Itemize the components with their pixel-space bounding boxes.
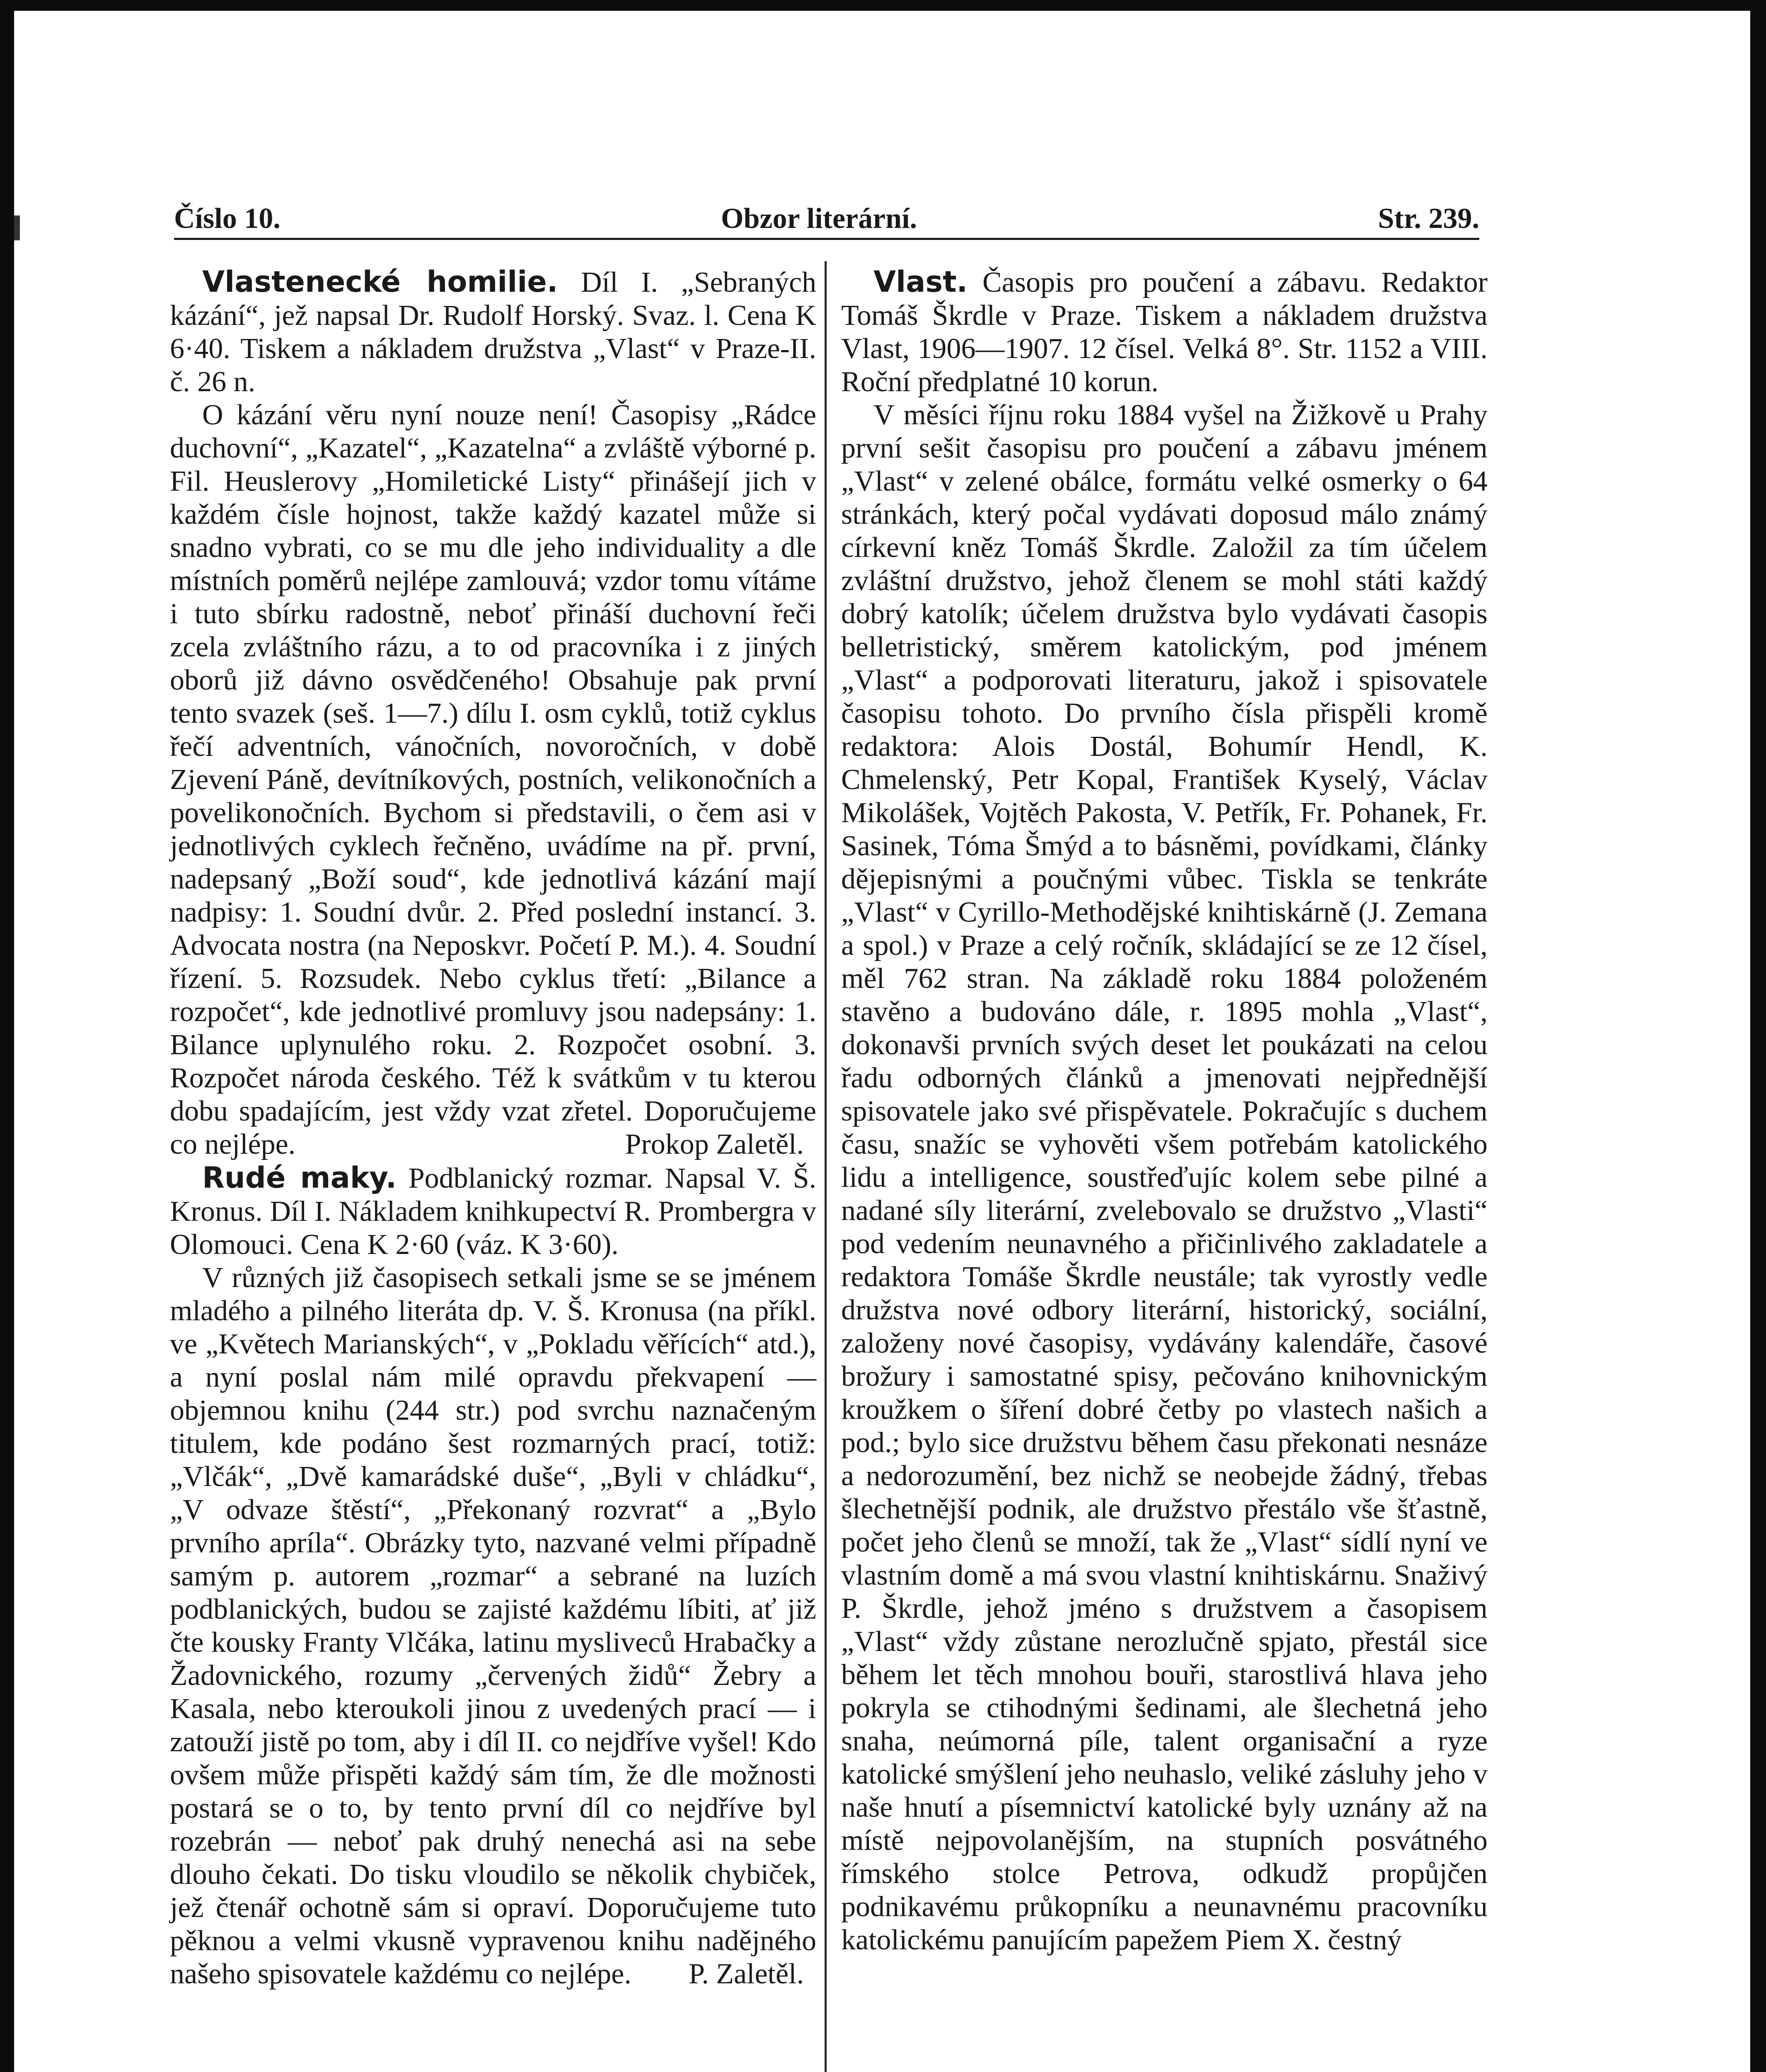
review-vlastenecke-homilie-heading (170, 265, 816, 399)
review-body (170, 1261, 816, 1991)
left-column (170, 265, 816, 1991)
column-divider (825, 261, 827, 2072)
review-bibliography: Časopis pro poučení a zábavu. Redaktor Tomáš Škrdle v Praze. Tiskem a nákladem družstva Vlast, 1906—1907. 12 čísel. Velká 8°. Str. 1152 a VIII. Roční předplatné 10 korun. (841, 266, 1488, 398)
review-bibliography: Díl I. „Sebraných kázání“, jež napsal Dr. Rudolf Horský. Svaz. l. Cena K 6·40. Tiskem a nákladem družstva „Vlast“ v Praze-II. č. 26 n. (170, 266, 817, 398)
review-body-text: V měsíci říjnu roku 1884 vyšel na Žižkově u Prahy první sešit časopisu pro poučení a zábavu jménem „Vlast“ v zelené obálce, formátu velké osmerky o 64 stránkách, který počal vydávati doposud málo známý církevní kněz Tomáš Škrdle. Založil za tím účelem zvláštní družstvo, jehož členem se mohl státi každý dobrý katolík; účelem družstva bylo vydávati časopis belletristický, směrem katolickým, pod jménem „Vlast“ a podporovati literaturu, jakož i spisovatele časopisu tohoto. Do prvního čísla přispěli kromě redaktora: Alois Dostál, Bohumír Hendl, K. Chmelenský, Petr Kopal, František Kyselý, Václav Mikolášek, Vojtěch Pakosta, V. Petřík, Fr. Pohanek, Fr. Sasinek, Tóma Šmýd a to básněmi, povídkami, články dějepisnými a poučnými vůbec. Tiskla se tenkráte „Vlast“ v Cyrillo-Methodějské knihtiskárně (J. Zemana a spol.) v Praze a celý ročník, skládající se ze 12 čísel, měl 762 stran. Na základě roku 1884 položeném stavěno a budováno dále, r. 1895 mohla „Vlast“, dokonavši prvních svých deset let poukázati na celou řadu odborných článků a jmenovati nejpřednější spisovatele jako své přispěvatele. Pokračujíc s duchem času, snažíc se vyhověti všem potřebám katolického lidu a intelligence, soustřeďujíc kolem sebe pilné a nadané síly literární, zvelebovalo se družstvo „Vlasti“ pod vedením neunavného a přičinlivého zakladatele a redaktora Tomáše Škrdle neustále; tak vyrostly vedle družstva nové odbory literární, historický, sociální, založeny nové časopisy, vydávány kalendáře, časové brožury i samostatné spisy, pečováno knihovnickým kroužkem o šíření dobré četby po vlastech našich a pod.; bylo sice družstvu během času překonati nesnáze a nedorozumění, bez nichž se neobejde žádný, třebas šlechetnější podnik, ale družstvo přestálo vše šťastně, počet jeho členů se množí, tak že „Vlast“ sídlí nyní ve vlastním domě a má svou vlastní knihtiskárnu. Snaživý P. Škrdle, jehož jméno s družstvem a časopisem „Vlast“ vždy zůstane nerozlučně spjato, přestál sice během let těch mnohou bouři, starostlivá hlava jeho pokryla se ctihodnými šedinami, ale šlechetná jeho snaha, neúmorná píle, talent organisační a ryze katolické smýšlení jeho neuhaslo, veliké zásluhy jeho v naše hnutí a písemnictví katolické byly uznány až na místě nejpovolanějším, na stupních posvátného římského stolce Petrova, odkudž propůjčen podnikavému průkopníku a neunavnému pracovníku katolickému panujícím papežem Piem X. čestný (841, 399, 1488, 1956)
review-signature: P. Zaletěl. (689, 1958, 804, 1990)
review-bibliography: Podblanický rozmar. Napsal V. Š. Kronus. Díl I. Nákladem knihkupectví R. Prombergra v Olomouci. Cena K 2·60 (váz. K 3·60). (170, 1162, 817, 1261)
review-body-text: V různých již časopisech setkali jsme se se jménem mladého a pilného literáta dp. V. Š. Kronusa (na příkl. ve „Květech Marianských“, v „Pokladu věřících“ atd.), a nyní poslal nám milé opravdu překvapení — objemnou knihu (244 str.) pod svrchu naznačeným titulem, kde podáno šest rozmarných prací, totiž: „Vlčák“, „Dvě kamarádské duše“, „Byli v chládku“, „V odvaze štěstí“, „Překonaný rozvrat“ a „Bylo prvního apríla“. Obrázky tyto, nazvané velmi případně samým p. autorem „rozmar“ a sebrané na luzích podblanických, budou se zajisté každému líbiti, ať již čte kousky Franty Vlčáka, latinu mysliveců Hrabačky a Žadovnického, rozumy „červených židů“ Žebry a Kasala, nebo kteroukoli jinou z uvedených prací — i zatouží jistě po tom, aby i díl II. co nejdříve vyšel! Kdo ovšem může přispěti každý sám tím, že dle možnosti postará se o to, by tento první díl co nejdříve byl rozebrán — neboť pak druhý nenechá asi na sebe dlouho čekati. Do tisku vloudilo se několik chybiček, jež čtenář ochotně sám si opraví. Doporučujeme tuto pěknou a velmi vkusně vypravenou knihu nadějného našeho spisovatele každému co nejlépe. (170, 1262, 816, 1990)
journal-title: Obzor literární. (721, 203, 917, 235)
issue-number: Číslo 10. (174, 203, 281, 235)
review-vlast-heading (841, 265, 1488, 399)
running-header (174, 198, 1479, 240)
scan-edge-mark (14, 215, 20, 240)
review-rude-maky-heading (170, 1161, 816, 1261)
page-number: Str. 239. (1378, 203, 1479, 235)
review-title: Vlast. (873, 265, 968, 299)
right-column (841, 265, 1488, 1957)
review-body (841, 399, 1488, 1957)
review-body-text: O kázání věru nyní nouze není! Časopisy „Rádce duchovní“, „Kazatel“, „Kazatelna“ a zvláště výborné p. Fil. Heuslerovy „Homiletické Listy“ přinášejí jich v každém čísle hojnost, takže každý kazatel může si snadno vybrati, co se mu dle jeho individuality a dle místních poměrů nejlépe zamlouvá; vzdor tomu vítáme i tuto sbírku radostně, neboť přináší duchovní řeči zcela zvláštního rázu, a to od pracovníka i z jiných oborů již dávno osvědčeného! Obsahuje pak první tento svazek (seš. 1—7.) dílu I. osm cyklů, totiž cyklus řečí adventních, vánočních, novoročních, v době Zjevení Páně, devítníkových, postních, velikonočních a povelikonočních. Bychom si představili, o čem asi v jednotlivých cyklech řečněno, uvádíme na př. první, nadepsaný „Boží soud“, kde jednotlivá kázání mají nadpisy: 1. Soudní dvůr. 2. Před poslední instancí. 3. Advocata nostra (na Neposkvr. Početí P. M.). 4. Soudní řízení. 5. Rozsudek. Nebo cyklus třetí: „Bilance a rozpočet“, kde jednotlivé promluvy jsou nadepsány: 1. Bilance uplynulého roku. 2. Rozpočet osobní. 3. Rozpočet národa českého. Též k svátkům v tu kterou dobu spadajícím, jest vždy vzat zřetel. Doporučujeme co nejlépe. (170, 399, 816, 1160)
review-signature: Prokop Zaletěl. (625, 1128, 804, 1160)
review-title: Vlastenecké homilie. (202, 265, 558, 299)
review-body (170, 399, 816, 1161)
review-title: Rudé maky. (202, 1161, 397, 1195)
